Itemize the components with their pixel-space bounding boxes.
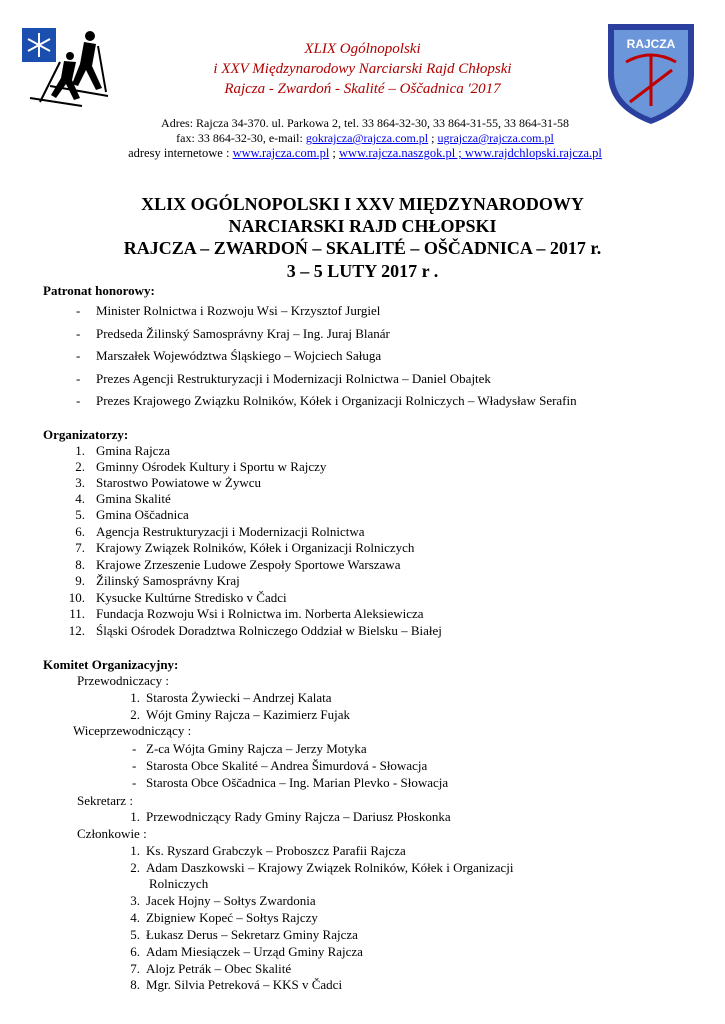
sekretarz-label: Sekretarz :: [77, 793, 133, 808]
list-item: Starosta Żywiecki – Andrzej Kalata: [146, 690, 332, 705]
list-item: Jacek Hojny – Sołtys Zwardonia: [146, 893, 316, 908]
list-item: Wójt Gminy Rajcza – Kazimierz Fujak: [146, 707, 350, 722]
email-link-2[interactable]: ugrajcza@rajcza.com.pl: [437, 131, 554, 145]
list-item: Predseda Žilinský Samosprávny Kraj – Ing. Juraj Blanár: [96, 326, 390, 341]
list-item: Fundacja Rozwoju Wsi i Rolnictwa im. Norberta Aleksiewicza: [96, 606, 424, 621]
header-line-2: i XXV Międzynarodowy Narciarski Rajd Chłopski: [213, 61, 512, 77]
web-link-2[interactable]: www.rajcza.naszgok.pl ; www.rajdchlopski.rajcza.pl: [339, 146, 602, 160]
komitet-heading: Komitet Organizacyjny:: [43, 657, 179, 672]
web-link-1[interactable]: www.rajcza.com.pl: [232, 146, 330, 160]
list-item: Žilinský Samosprávny Kraj: [96, 573, 240, 588]
organizatorzy-heading: Organizatorzy:: [43, 427, 129, 442]
list-item: Starosta Obce Skalité – Andrea Šimurdová - Słowacja: [146, 758, 428, 773]
list-item: Prezes Krajowego Związku Rolników, Kółek i Organizacji Rolniczych – Władysław Serafin: [96, 393, 577, 408]
contact-line: fax: 33 864-32-30, e-mail: gokrajcza@rajcza.com.pl ; ugrajcza@rajcza.com.pl: [176, 131, 554, 145]
wiceprzewodniczacy-label: Wiceprzewodniczący :: [73, 723, 192, 738]
list-item: Agencja Restrukturyzacji i Modernizacji Rolnictwa: [96, 524, 365, 539]
header-line-3: Rajcza - Zwardoń - Skalité – Oščadnica '2017: [224, 81, 501, 97]
list-item: Prezes Agencji Restrukturyzacji i Modernizacji Rolnictwa – Daniel Obajtek: [96, 371, 491, 386]
list-item: Gmina Skalité: [96, 491, 171, 506]
list-item: Ks. Ryszard Grabczyk – Proboszcz Parafii Rajcza: [146, 843, 406, 858]
rajcza-crest: [604, 18, 698, 126]
list-item: Marszałek Województwa Śląskiego – Wojciech Saługa: [96, 348, 382, 363]
czlonkowie-label: Członkowie :: [77, 826, 147, 841]
list-item: Krajowy Związek Rolników, Kółek i Organizacji Rolniczych: [96, 540, 415, 555]
list-item: Przewodniczący Rady Gminy Rajcza – Dariusz Płoskonka: [146, 809, 451, 824]
list-item: Mgr. Silvia Petreková – KKS v Čadci: [146, 977, 343, 992]
list-item: Minister Rolnictwa i Rozwoju Wsi – Krzysztof Jurgiel: [96, 303, 381, 318]
list-item: Gmina Oščadnica: [96, 507, 189, 522]
list-item: Starosta Obce Oščadnica – Ing. Marian Plevko - Słowacja: [146, 775, 449, 790]
list-item: Gminny Ośrodek Kultury i Sportu w Rajczy: [96, 459, 327, 474]
patronat-heading: Patronat honorowy:: [43, 283, 155, 298]
email-link-1[interactable]: gokrajcza@rajcza.com.pl: [305, 131, 429, 145]
title-line-4: 3 – 5 LUTY 2017 r .: [286, 261, 439, 281]
list-item: Adam Miesiączek – Urząd Gminy Rajcza: [146, 944, 363, 959]
list-item: Gmina Rajcza: [96, 443, 170, 458]
list-item: Adam Daszkowski – Krajowy Związek Rolników, Kółek i Organizacji: [146, 860, 514, 875]
address-line: Adres: Rajcza 34-370. ul. Parkowa 2, tel. 33 864-32-30, 33 864-31-55, 33 864-31-58: [161, 116, 569, 130]
title-line-1: XLIX OGÓLNOPOLSKI I XXV MIĘDZYNARODOWY: [141, 194, 584, 214]
list-item: Krajowe Zrzeszenie Ludowe Zespoły Sportowe Warszawa: [96, 557, 401, 572]
list-item: Starostwo Powiatowe w Żywcu: [96, 475, 262, 490]
list-item: Zbigniew Kopeć – Sołtys Rajczy: [146, 910, 318, 925]
web-line: adresy internetowe : www.rajcza.com.pl ; www.rajcza.naszgok.pl ; www.rajdchlopski.rajcza.pl: [128, 146, 602, 160]
title-line-2: NARCIARSKI RAJD CHŁOPSKI: [228, 216, 497, 236]
list-item: Kysucke Kultúrne Stredisko v Čadci: [96, 590, 287, 605]
list-item: Łukasz Derus – Sekretarz Gminy Rajcza: [146, 927, 358, 942]
list-item: Z-ca Wójta Gminy Rajcza – Jerzy Motyka: [146, 741, 367, 756]
list-item: Śląski Ośrodek Doradztwa Rolniczego Oddział w Bielsku – Białej: [96, 623, 442, 638]
title-line-3: RAJCZA – ZWARDOŃ – SKALITÉ – OŠČADNICA – 2017 r.: [123, 238, 602, 258]
list-item-continuation: Rolniczych: [149, 876, 209, 891]
list-item: Alojz Petrák – Obec Skalité: [146, 961, 292, 976]
skiers-logo: [20, 26, 110, 108]
przewodniczacy-label: Przewodniczacy :: [77, 673, 170, 688]
crest-text: RAJCZA: [626, 37, 676, 51]
header-line-1: XLIX Ogólnopolski: [304, 41, 421, 57]
